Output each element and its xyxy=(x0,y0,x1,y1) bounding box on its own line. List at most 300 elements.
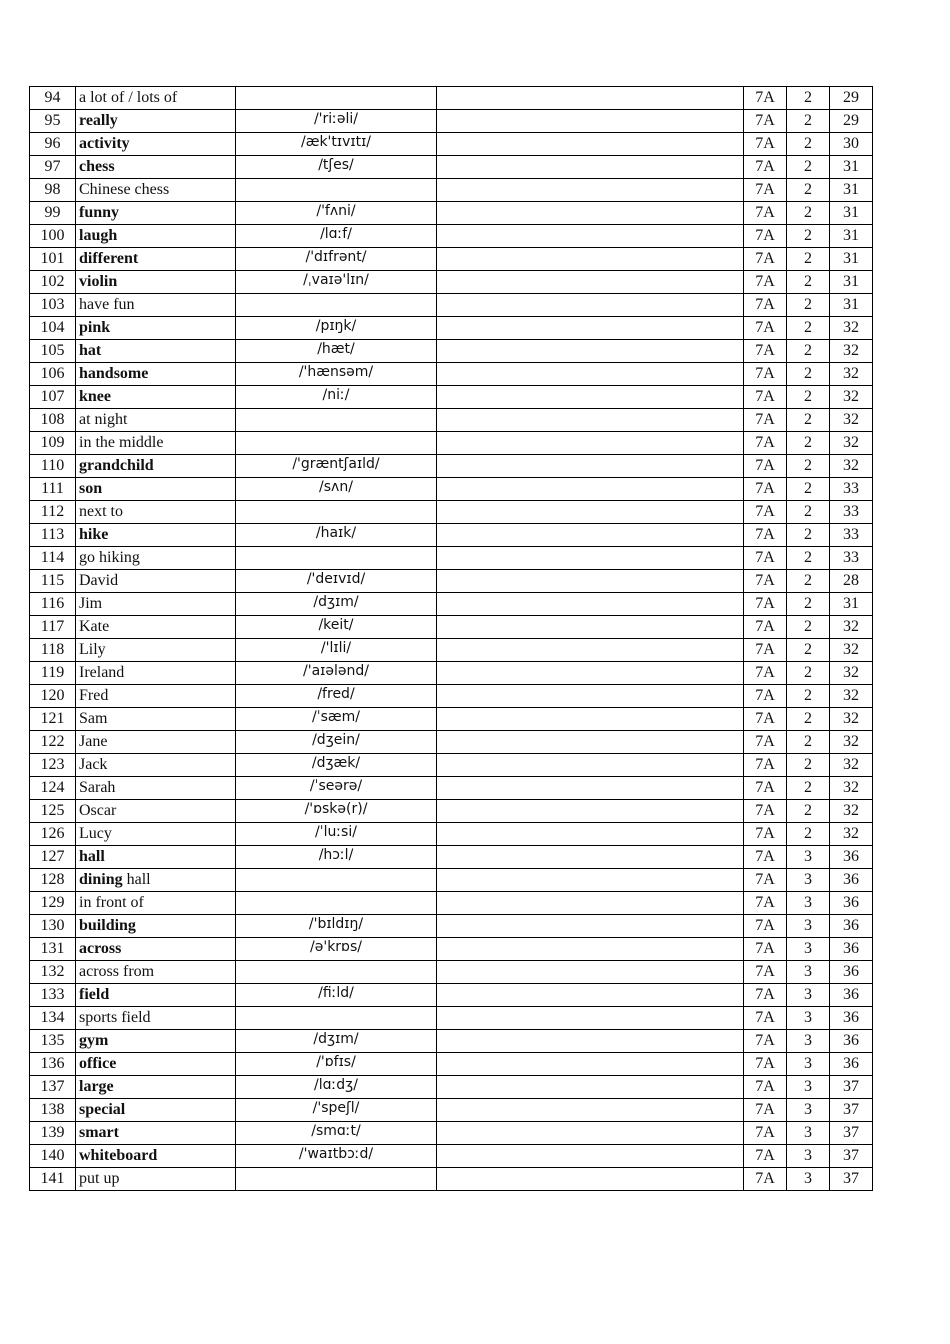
table-row xyxy=(30,110,873,133)
word-text: next to xyxy=(79,503,123,520)
table-row xyxy=(30,662,873,685)
entry-number-cell: 127 xyxy=(30,846,76,869)
table-row xyxy=(30,225,873,248)
word-text: pink xyxy=(79,319,111,336)
book-cell: 7A xyxy=(744,110,787,133)
page-cell: 37 xyxy=(830,1122,873,1145)
notes-cell xyxy=(437,156,744,179)
phonetic-cell xyxy=(236,501,437,524)
word-text: hike xyxy=(79,526,109,543)
entry-number-cell: 100 xyxy=(30,225,76,248)
entry-number-cell: 94 xyxy=(30,87,76,110)
word-text: Jane xyxy=(79,733,108,750)
unit-cell: 2 xyxy=(787,317,830,340)
table-row xyxy=(30,892,873,915)
book-cell: 7A xyxy=(744,685,787,708)
entry-number-cell: 123 xyxy=(30,754,76,777)
phonetic-cell: /ˈsæm/ xyxy=(236,708,437,731)
entry-number-cell: 111 xyxy=(30,478,76,501)
notes-cell xyxy=(437,478,744,501)
entry-number-cell: 138 xyxy=(30,1099,76,1122)
notes-cell xyxy=(437,823,744,846)
entry-number-cell: 103 xyxy=(30,294,76,317)
word-text: gym xyxy=(79,1032,109,1049)
table-row xyxy=(30,455,873,478)
page-cell: 32 xyxy=(830,363,873,386)
page-cell: 32 xyxy=(830,685,873,708)
word-text: Lucy xyxy=(79,825,112,842)
table-row xyxy=(30,570,873,593)
word-text: laugh xyxy=(79,227,118,244)
book-cell: 7A xyxy=(744,1122,787,1145)
entry-number-cell: 130 xyxy=(30,915,76,938)
notes-cell xyxy=(437,1099,744,1122)
notes-cell xyxy=(437,570,744,593)
word-text: Oscar xyxy=(79,802,117,819)
phonetic-cell: /'dɪfrənt/ xyxy=(236,248,437,271)
word-cell xyxy=(76,1030,236,1053)
unit-cell: 2 xyxy=(787,754,830,777)
phonetic-cell: /dʒein/ xyxy=(236,731,437,754)
page-cell: 31 xyxy=(830,248,873,271)
book-cell: 7A xyxy=(744,593,787,616)
word-cell xyxy=(76,271,236,294)
table-row xyxy=(30,501,873,524)
entry-number-cell: 112 xyxy=(30,501,76,524)
word-cell xyxy=(76,869,236,892)
book-cell: 7A xyxy=(744,248,787,271)
table-row xyxy=(30,156,873,179)
notes-cell xyxy=(437,432,744,455)
phonetic-cell: /hæt/ xyxy=(236,340,437,363)
book-cell: 7A xyxy=(744,455,787,478)
table-row xyxy=(30,984,873,1007)
table-row xyxy=(30,777,873,800)
unit-cell: 3 xyxy=(787,961,830,984)
notes-cell xyxy=(437,915,744,938)
word-cell xyxy=(76,202,236,225)
unit-cell: 2 xyxy=(787,685,830,708)
notes-cell xyxy=(437,294,744,317)
word-cell xyxy=(76,1007,236,1030)
phonetic-cell: /dʒɪm/ xyxy=(236,1030,437,1053)
page-cell: 29 xyxy=(830,87,873,110)
notes-cell xyxy=(437,846,744,869)
unit-cell: 3 xyxy=(787,1168,830,1191)
unit-cell: 2 xyxy=(787,386,830,409)
word-cell xyxy=(76,133,236,156)
table-row xyxy=(30,363,873,386)
entry-number-cell: 110 xyxy=(30,455,76,478)
word-text: smart xyxy=(79,1124,119,1141)
page-cell: 29 xyxy=(830,110,873,133)
table-row xyxy=(30,961,873,984)
book-cell: 7A xyxy=(744,317,787,340)
word-cell xyxy=(76,179,236,202)
book-cell: 7A xyxy=(744,478,787,501)
vocabulary-sheet xyxy=(29,86,873,1191)
word-cell xyxy=(76,524,236,547)
notes-cell xyxy=(437,708,744,731)
word-cell xyxy=(76,915,236,938)
book-cell: 7A xyxy=(744,501,787,524)
page-cell: 36 xyxy=(830,984,873,1007)
notes-cell xyxy=(437,547,744,570)
unit-cell: 3 xyxy=(787,1007,830,1030)
unit-cell: 2 xyxy=(787,87,830,110)
notes-cell xyxy=(437,179,744,202)
page-cell: 32 xyxy=(830,432,873,455)
entry-number-cell: 105 xyxy=(30,340,76,363)
book-cell: 7A xyxy=(744,294,787,317)
word-cell xyxy=(76,110,236,133)
phonetic-cell xyxy=(236,1007,437,1030)
page-cell: 37 xyxy=(830,1099,873,1122)
vocabulary-table-body xyxy=(30,87,873,1191)
unit-cell: 2 xyxy=(787,639,830,662)
table-row xyxy=(30,639,873,662)
table-row xyxy=(30,800,873,823)
table-row xyxy=(30,685,873,708)
book-cell: 7A xyxy=(744,800,787,823)
entry-number-cell: 120 xyxy=(30,685,76,708)
word-cell xyxy=(76,225,236,248)
entry-number-cell: 117 xyxy=(30,616,76,639)
word-cell xyxy=(76,662,236,685)
unit-cell: 2 xyxy=(787,823,830,846)
page-cell: 31 xyxy=(830,179,873,202)
word-cell xyxy=(76,1145,236,1168)
unit-cell: 2 xyxy=(787,363,830,386)
word-text: activity xyxy=(79,135,130,152)
entry-number-cell: 134 xyxy=(30,1007,76,1030)
notes-cell xyxy=(437,1122,744,1145)
unit-cell: 3 xyxy=(787,984,830,1007)
page-cell: 37 xyxy=(830,1145,873,1168)
entry-number-cell: 124 xyxy=(30,777,76,800)
unit-cell: 2 xyxy=(787,340,830,363)
unit-cell: 2 xyxy=(787,593,830,616)
entry-number-cell: 113 xyxy=(30,524,76,547)
notes-cell xyxy=(437,1168,744,1191)
phonetic-cell xyxy=(236,547,437,570)
book-cell: 7A xyxy=(744,570,787,593)
page-cell: 36 xyxy=(830,915,873,938)
word-cell xyxy=(76,639,236,662)
word-text: handsome xyxy=(79,365,149,382)
word-cell xyxy=(76,777,236,800)
word-cell xyxy=(76,87,236,110)
word-text: David xyxy=(79,572,119,589)
notes-cell xyxy=(437,340,744,363)
page-cell: 32 xyxy=(830,731,873,754)
word-text: across xyxy=(79,940,122,957)
book-cell: 7A xyxy=(744,340,787,363)
book-cell: 7A xyxy=(744,1007,787,1030)
entry-number-cell: 136 xyxy=(30,1053,76,1076)
unit-cell: 3 xyxy=(787,1053,830,1076)
unit-cell: 2 xyxy=(787,478,830,501)
table-row xyxy=(30,271,873,294)
phonetic-cell xyxy=(236,409,437,432)
table-row xyxy=(30,317,873,340)
notes-cell xyxy=(437,1030,744,1053)
table-row xyxy=(30,938,873,961)
phonetic-cell: /smɑːt/ xyxy=(236,1122,437,1145)
book-cell: 7A xyxy=(744,754,787,777)
table-row xyxy=(30,869,873,892)
vocabulary-table xyxy=(29,86,873,1191)
book-cell: 7A xyxy=(744,961,787,984)
notes-cell xyxy=(437,754,744,777)
table-row xyxy=(30,547,873,570)
phonetic-cell xyxy=(236,961,437,984)
notes-cell xyxy=(437,386,744,409)
table-row xyxy=(30,823,873,846)
unit-cell: 3 xyxy=(787,1076,830,1099)
phonetic-cell xyxy=(236,294,437,317)
word-cell xyxy=(76,800,236,823)
unit-cell: 2 xyxy=(787,248,830,271)
word-text: hall xyxy=(79,848,105,865)
word-cell xyxy=(76,846,236,869)
notes-cell xyxy=(437,938,744,961)
phonetic-cell: /'riːəli/ xyxy=(236,110,437,133)
entry-number-cell: 121 xyxy=(30,708,76,731)
table-row xyxy=(30,524,873,547)
notes-cell xyxy=(437,501,744,524)
page-cell: 36 xyxy=(830,938,873,961)
word-cell xyxy=(76,156,236,179)
word-text: dining xyxy=(79,871,123,888)
word-text: Sam xyxy=(79,710,108,727)
entry-number-cell: 125 xyxy=(30,800,76,823)
unit-cell: 2 xyxy=(787,110,830,133)
phonetic-cell: /'ɒfɪs/ xyxy=(236,1053,437,1076)
phonetic-cell: /hɔːl/ xyxy=(236,846,437,869)
book-cell: 7A xyxy=(744,1145,787,1168)
phonetic-cell: /sʌn/ xyxy=(236,478,437,501)
notes-cell xyxy=(437,202,744,225)
word-text: Sarah xyxy=(79,779,116,796)
word-text: chess xyxy=(79,158,115,175)
unit-cell: 2 xyxy=(787,708,830,731)
table-row xyxy=(30,1030,873,1053)
word-cell xyxy=(76,754,236,777)
page-cell: 33 xyxy=(830,478,873,501)
page-cell: 36 xyxy=(830,846,873,869)
notes-cell xyxy=(437,731,744,754)
entry-number-cell: 102 xyxy=(30,271,76,294)
page-cell: 31 xyxy=(830,593,873,616)
word-cell xyxy=(76,1122,236,1145)
table-row xyxy=(30,294,873,317)
notes-cell xyxy=(437,524,744,547)
word-text: large xyxy=(79,1078,114,1095)
word-text: across from xyxy=(79,963,155,980)
notes-cell xyxy=(437,685,744,708)
table-row xyxy=(30,248,873,271)
word-cell xyxy=(76,570,236,593)
phonetic-cell xyxy=(236,869,437,892)
notes-cell xyxy=(437,892,744,915)
notes-cell xyxy=(437,1007,744,1030)
page-cell: 31 xyxy=(830,202,873,225)
notes-cell xyxy=(437,317,744,340)
page-cell: 30 xyxy=(830,133,873,156)
word-cell xyxy=(76,823,236,846)
entry-number-cell: 104 xyxy=(30,317,76,340)
unit-cell: 2 xyxy=(787,271,830,294)
word-text: whiteboard xyxy=(79,1147,158,1164)
notes-cell xyxy=(437,133,744,156)
unit-cell: 2 xyxy=(787,524,830,547)
table-row xyxy=(30,1099,873,1122)
entry-number-cell: 135 xyxy=(30,1030,76,1053)
word-cell xyxy=(76,892,236,915)
table-row xyxy=(30,731,873,754)
notes-cell xyxy=(437,110,744,133)
book-cell: 7A xyxy=(744,386,787,409)
table-row xyxy=(30,708,873,731)
phonetic-cell: /æk'tɪvɪtɪ/ xyxy=(236,133,437,156)
word-cell xyxy=(76,294,236,317)
entry-number-cell: 133 xyxy=(30,984,76,1007)
word-text: hall xyxy=(122,871,151,888)
page-cell: 32 xyxy=(830,662,873,685)
book-cell: 7A xyxy=(744,547,787,570)
unit-cell: 2 xyxy=(787,202,830,225)
word-text: field xyxy=(79,986,110,1003)
book-cell: 7A xyxy=(744,1053,787,1076)
phonetic-cell: /'deɪvɪd/ xyxy=(236,570,437,593)
page-cell: 28 xyxy=(830,570,873,593)
phonetic-cell: /fred/ xyxy=(236,685,437,708)
phonetic-cell: /ˈseərə/ xyxy=(236,777,437,800)
table-row xyxy=(30,1122,873,1145)
notes-cell xyxy=(437,363,744,386)
page-cell: 32 xyxy=(830,754,873,777)
book-cell: 7A xyxy=(744,87,787,110)
book-cell: 7A xyxy=(744,869,787,892)
word-cell xyxy=(76,317,236,340)
table-row xyxy=(30,1168,873,1191)
phonetic-cell: /ə'krɒs/ xyxy=(236,938,437,961)
entry-number-cell: 137 xyxy=(30,1076,76,1099)
word-text: in front of xyxy=(79,894,144,911)
table-row xyxy=(30,202,873,225)
notes-cell xyxy=(437,593,744,616)
table-row xyxy=(30,593,873,616)
word-text: sports field xyxy=(79,1009,151,1026)
word-cell xyxy=(76,1168,236,1191)
notes-cell xyxy=(437,984,744,1007)
entry-number-cell: 106 xyxy=(30,363,76,386)
entry-number-cell: 114 xyxy=(30,547,76,570)
word-cell xyxy=(76,593,236,616)
unit-cell: 2 xyxy=(787,501,830,524)
table-row xyxy=(30,133,873,156)
word-text: hat xyxy=(79,342,102,359)
phonetic-cell: /ˈluːsi/ xyxy=(236,823,437,846)
word-cell xyxy=(76,363,236,386)
book-cell: 7A xyxy=(744,639,787,662)
notes-cell xyxy=(437,271,744,294)
book-cell: 7A xyxy=(744,938,787,961)
table-row xyxy=(30,846,873,869)
notes-cell xyxy=(437,225,744,248)
phonetic-cell: /tʃes/ xyxy=(236,156,437,179)
book-cell: 7A xyxy=(744,915,787,938)
unit-cell: 2 xyxy=(787,432,830,455)
word-text: Jack xyxy=(79,756,108,773)
phonetic-cell xyxy=(236,432,437,455)
phonetic-cell: /'ɒskə(r)/ xyxy=(236,800,437,823)
page-cell: 32 xyxy=(830,639,873,662)
unit-cell: 2 xyxy=(787,294,830,317)
entry-number-cell: 108 xyxy=(30,409,76,432)
unit-cell: 3 xyxy=(787,846,830,869)
book-cell: 7A xyxy=(744,662,787,685)
unit-cell: 2 xyxy=(787,800,830,823)
table-row xyxy=(30,616,873,639)
entry-number-cell: 96 xyxy=(30,133,76,156)
phonetic-cell: /dʒæk/ xyxy=(236,754,437,777)
page-cell: 36 xyxy=(830,1030,873,1053)
word-text: different xyxy=(79,250,139,267)
phonetic-cell: /keit/ xyxy=(236,616,437,639)
page-cell: 31 xyxy=(830,271,873,294)
page-cell: 36 xyxy=(830,869,873,892)
table-row xyxy=(30,754,873,777)
word-cell xyxy=(76,1076,236,1099)
entry-number-cell: 119 xyxy=(30,662,76,685)
notes-cell xyxy=(437,409,744,432)
unit-cell: 2 xyxy=(787,179,830,202)
phonetic-cell: /'waɪtbɔːd/ xyxy=(236,1145,437,1168)
entry-number-cell: 132 xyxy=(30,961,76,984)
notes-cell xyxy=(437,616,744,639)
phonetic-cell: /'fʌni/ xyxy=(236,202,437,225)
notes-cell xyxy=(437,1145,744,1168)
table-row xyxy=(30,1007,873,1030)
phonetic-cell: /'aɪələnd/ xyxy=(236,662,437,685)
phonetic-cell: /'græntʃaɪld/ xyxy=(236,455,437,478)
word-text: special xyxy=(79,1101,126,1118)
table-row xyxy=(30,179,873,202)
table-row xyxy=(30,478,873,501)
book-cell: 7A xyxy=(744,1168,787,1191)
word-cell xyxy=(76,616,236,639)
table-row xyxy=(30,1076,873,1099)
book-cell: 7A xyxy=(744,133,787,156)
phonetic-cell: /ˌvaɪə'lɪn/ xyxy=(236,271,437,294)
unit-cell: 3 xyxy=(787,915,830,938)
word-cell xyxy=(76,938,236,961)
book-cell: 7A xyxy=(744,731,787,754)
book-cell: 7A xyxy=(744,777,787,800)
word-cell xyxy=(76,708,236,731)
phonetic-cell: /'bɪldɪŋ/ xyxy=(236,915,437,938)
book-cell: 7A xyxy=(744,984,787,1007)
word-text: building xyxy=(79,917,136,934)
entry-number-cell: 95 xyxy=(30,110,76,133)
page-cell: 31 xyxy=(830,156,873,179)
book-cell: 7A xyxy=(744,202,787,225)
word-text: office xyxy=(79,1055,117,1072)
entry-number-cell: 131 xyxy=(30,938,76,961)
word-cell xyxy=(76,984,236,1007)
